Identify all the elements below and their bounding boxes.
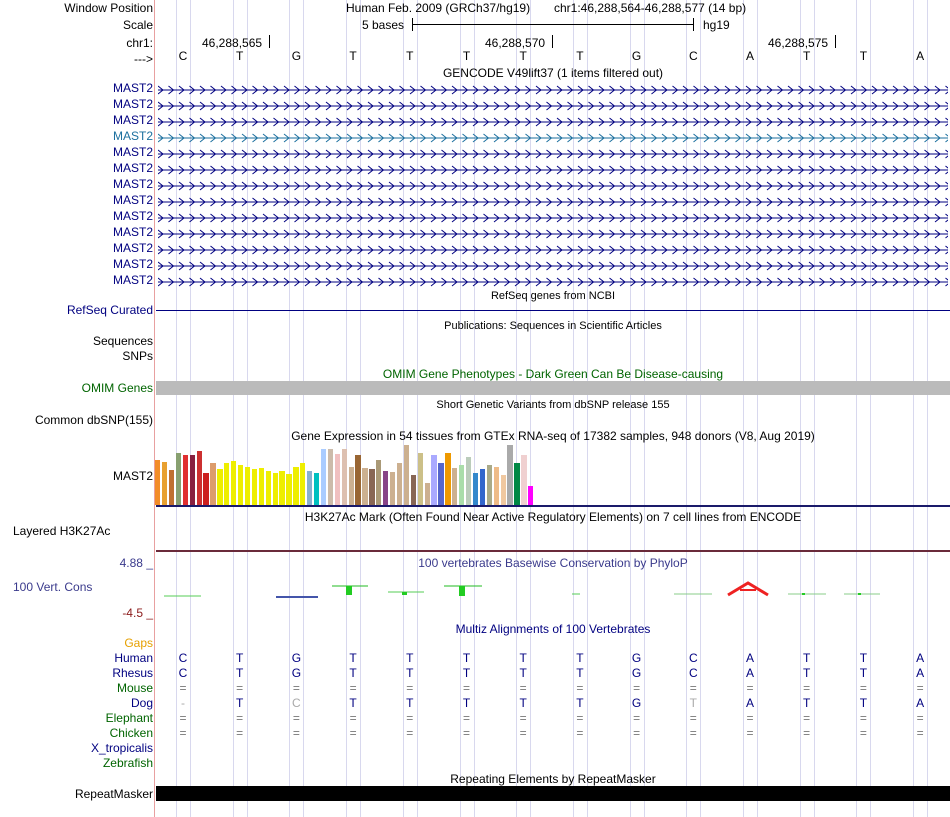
alignment-base: T bbox=[803, 666, 811, 680]
sequence-base: T bbox=[859, 49, 868, 63]
alignment-base: = bbox=[519, 681, 527, 695]
alignment-base: T bbox=[462, 666, 471, 680]
scale-bar bbox=[412, 18, 694, 32]
gencode-transcript-label[interactable]: MAST2 bbox=[112, 241, 153, 255]
alignment-base: = bbox=[689, 711, 697, 725]
alignment-base: T bbox=[406, 666, 414, 680]
conservation-plot[interactable] bbox=[156, 576, 950, 602]
alignment-base: = bbox=[633, 711, 641, 725]
gtex-tissue-bar[interactable] bbox=[155, 460, 160, 505]
alignment-base: = bbox=[519, 726, 527, 740]
alignment-base: = bbox=[633, 681, 641, 695]
gtex-tissue-bar[interactable] bbox=[404, 445, 409, 505]
gtex-tissue-bar[interactable] bbox=[300, 463, 305, 505]
alignment-base: = bbox=[576, 681, 584, 695]
gtex-tissue-bar[interactable] bbox=[397, 463, 402, 505]
gtex-tissue-bar[interactable] bbox=[162, 462, 167, 505]
alignment-base: G bbox=[631, 666, 642, 680]
gtex-tissue-bar[interactable] bbox=[514, 463, 519, 505]
alignment-base: = bbox=[292, 726, 300, 740]
cons-bar bbox=[802, 593, 805, 595]
gtex-tissue-bar[interactable] bbox=[355, 455, 360, 505]
gencode-transcript-label[interactable]: MAST2 bbox=[112, 273, 153, 287]
alignment-base: A bbox=[916, 666, 925, 680]
gencode-transcript[interactable] bbox=[158, 84, 948, 94]
dbsnp-label[interactable]: Common dbSNP(155) bbox=[34, 413, 153, 427]
gencode-transcript-label[interactable]: MAST2 bbox=[112, 161, 153, 175]
alignment-base: = bbox=[462, 681, 470, 695]
alignment-base: = bbox=[406, 681, 414, 695]
gtex-tissue-bar[interactable] bbox=[321, 449, 326, 505]
alignment-base: T bbox=[236, 696, 244, 710]
gaps-label[interactable]: Gaps bbox=[124, 636, 153, 650]
gencode-transcript[interactable] bbox=[158, 164, 948, 174]
gtex-tissue-bar[interactable] bbox=[507, 445, 512, 505]
gtex-track-title[interactable]: Gene Expression in 54 tissues from GTEx RNA-seq of 17382 samples, 948 donors (V8, Aug 2019) bbox=[291, 429, 815, 443]
gtex-tissue-bar[interactable] bbox=[245, 467, 250, 505]
alignment-base: = bbox=[179, 711, 187, 725]
chrom-label: chr1: bbox=[126, 36, 153, 50]
sequence-base: A bbox=[745, 49, 754, 63]
species-label[interactable]: X_tropicalis bbox=[90, 741, 153, 755]
gtex-tissue-bar[interactable] bbox=[279, 471, 284, 505]
gtex-tissue-bar[interactable] bbox=[307, 471, 312, 505]
alignment-base: T bbox=[406, 696, 414, 710]
repeatmasker-feature-bar[interactable] bbox=[156, 786, 950, 801]
gtex-tissue-bar[interactable] bbox=[176, 453, 181, 505]
sequence-base: T bbox=[406, 49, 414, 63]
alignment-base: = bbox=[746, 726, 754, 740]
omim-track-title[interactable]: OMIM Gene Phenotypes - Dark Green Can Be Disease-causing bbox=[382, 367, 724, 381]
alignment-base: G bbox=[291, 666, 302, 680]
refseq-track-title[interactable]: RefSeq genes from NCBI bbox=[490, 290, 616, 302]
alignment-base: T bbox=[349, 666, 357, 680]
alignment-base: A bbox=[745, 666, 754, 680]
alignment-base: = bbox=[292, 681, 300, 695]
gtex-tissue-bar[interactable] bbox=[411, 475, 416, 505]
dbsnp-track-title[interactable]: Short Genetic Variants from dbSNP release 155 bbox=[436, 399, 670, 411]
alignment-base: A bbox=[916, 651, 925, 665]
gencode-transcript-label[interactable]: MAST2 bbox=[112, 257, 153, 271]
gencode-transcript-label[interactable]: MAST2 bbox=[112, 113, 153, 127]
gtex-tissue-bar[interactable] bbox=[390, 472, 395, 505]
species-label[interactable]: Human bbox=[114, 651, 153, 665]
alignment-base: T bbox=[519, 651, 527, 665]
coord-tick bbox=[269, 35, 270, 48]
gencode-transcript[interactable] bbox=[158, 132, 948, 142]
sequence-base: C bbox=[178, 49, 188, 63]
gencode-transcript[interactable] bbox=[158, 276, 948, 286]
alignment-base: T bbox=[519, 696, 527, 710]
alignment-base: = bbox=[292, 711, 300, 725]
alignment-base: = bbox=[179, 681, 187, 695]
gencode-transcript-label[interactable]: MAST2 bbox=[112, 209, 153, 223]
alignment-base: T bbox=[576, 666, 584, 680]
gencode-transcript[interactable] bbox=[158, 212, 948, 222]
gtex-tissue-bar[interactable] bbox=[231, 461, 236, 505]
gencode-track-title[interactable]: GENCODE V49lift37 (1 items filtered out) bbox=[442, 66, 664, 80]
refseq-label[interactable]: RefSeq Curated bbox=[66, 303, 153, 317]
h3k27ac-signal-line bbox=[156, 550, 950, 552]
alignment-base: = bbox=[803, 726, 811, 740]
sequence-base: G bbox=[631, 49, 642, 63]
gtex-tissue-bar[interactable] bbox=[501, 475, 506, 505]
alignment-base: = bbox=[859, 711, 867, 725]
gtex-tissue-bar[interactable] bbox=[349, 467, 354, 505]
alignment-base: = bbox=[236, 726, 244, 740]
gtex-tissue-bar[interactable] bbox=[266, 471, 271, 505]
alignment-base: T bbox=[576, 696, 584, 710]
position-readout: chr1:46,288,564-46,288,577 (14 bp) bbox=[554, 1, 747, 15]
window-position-label: Window Position bbox=[64, 1, 153, 15]
gencode-transcript[interactable] bbox=[158, 260, 948, 270]
gtex-tissue-bar[interactable] bbox=[376, 460, 381, 505]
alignment-base: C bbox=[292, 696, 301, 710]
gencode-transcript[interactable] bbox=[158, 180, 948, 190]
sequence-base: T bbox=[236, 49, 244, 63]
alignment-base: = bbox=[519, 711, 527, 725]
cons-bar bbox=[459, 586, 465, 596]
gtex-tissue-bar[interactable] bbox=[362, 468, 367, 505]
species-label[interactable]: Elephant bbox=[105, 711, 153, 725]
alignment-base: C bbox=[688, 651, 698, 665]
gtex-tissue-bar[interactable] bbox=[494, 467, 499, 505]
alignment-base: = bbox=[859, 681, 867, 695]
conservation-max-label: 4.88 _ bbox=[119, 556, 153, 570]
gtex-tissue-bar[interactable] bbox=[286, 474, 291, 505]
species-label[interactable]: Rhesus bbox=[112, 666, 153, 680]
gtex-tissue-bar[interactable] bbox=[342, 449, 347, 505]
gencode-transcript-label[interactable]: MAST2 bbox=[112, 177, 153, 191]
scale-label: Scale bbox=[122, 18, 153, 32]
coord-tick bbox=[835, 35, 836, 48]
alignment-base: C bbox=[178, 651, 188, 665]
alignment-base: A bbox=[916, 696, 925, 710]
alignment-base: T bbox=[462, 651, 471, 665]
alignment-base: T bbox=[803, 696, 811, 710]
gtex-tissue-bar[interactable] bbox=[203, 473, 208, 505]
cons-bar bbox=[858, 593, 861, 595]
alignment-base: = bbox=[633, 726, 641, 740]
h3k27ac-label[interactable]: Layered H3K27Ac bbox=[13, 524, 111, 538]
gtex-tissue-bar[interactable] bbox=[169, 470, 174, 505]
gtex-tissue-bar[interactable] bbox=[197, 451, 202, 505]
gtex-expression-bars[interactable] bbox=[155, 443, 535, 505]
cons-bar bbox=[402, 592, 407, 595]
gtex-tissue-bar[interactable] bbox=[528, 486, 533, 505]
sequence-base: T bbox=[349, 49, 357, 63]
alignment-base: A bbox=[745, 651, 754, 665]
gtex-baseline bbox=[156, 505, 950, 507]
gtex-tissue-bar[interactable] bbox=[521, 455, 526, 505]
gtex-tissue-bar[interactable] bbox=[259, 468, 264, 505]
alignment-base: T bbox=[859, 696, 868, 710]
gencode-transcript-label[interactable]: MAST2 bbox=[112, 81, 153, 95]
gtex-tissue-bar[interactable] bbox=[480, 469, 485, 505]
gtex-tissue-bar[interactable] bbox=[217, 469, 222, 505]
species-label[interactable]: Chicken bbox=[109, 726, 153, 740]
gtex-tissue-bar[interactable] bbox=[190, 455, 195, 505]
alignment-base: = bbox=[349, 681, 357, 695]
gencode-transcript-label[interactable]: MAST2 bbox=[112, 145, 153, 159]
reference-sequence bbox=[0, 49, 950, 65]
gencode-transcript[interactable] bbox=[158, 116, 948, 126]
conservation-min-label: -4.5 _ bbox=[122, 606, 153, 620]
sequence-base: G bbox=[291, 49, 302, 63]
gtex-tissue-bar[interactable] bbox=[466, 457, 471, 505]
gencode-transcript-label[interactable]: MAST2 bbox=[112, 193, 153, 207]
species-label[interactable]: Dog bbox=[130, 696, 153, 710]
scale-text: 5 bases bbox=[362, 18, 405, 32]
alignment-base: = bbox=[462, 711, 470, 725]
gtex-tissue-bar[interactable] bbox=[328, 449, 333, 505]
alignment-base: = bbox=[916, 681, 924, 695]
alignment-base: T bbox=[236, 651, 244, 665]
alignment-base: = bbox=[236, 681, 244, 695]
gtex-tissue-bar[interactable] bbox=[438, 463, 443, 505]
coord-tick-label: 46,288,565 bbox=[202, 36, 263, 50]
h3k27ac-track-title[interactable]: H3K27Ac Mark (Often Found Near Active Regulatory Elements) on 7 cell lines from ENCODE bbox=[304, 510, 802, 524]
gtex-tissue-bar[interactable] bbox=[293, 467, 298, 505]
species-label[interactable]: Mouse bbox=[116, 681, 153, 695]
gtex-tissue-bar[interactable] bbox=[383, 471, 388, 505]
alignment-base: C bbox=[178, 666, 188, 680]
gtex-tissue-bar[interactable] bbox=[273, 473, 278, 505]
alignment-base: = bbox=[406, 711, 414, 725]
scale-db: hg19 bbox=[703, 18, 730, 32]
gtex-tissue-bar[interactable] bbox=[183, 455, 188, 505]
alignment-base: G bbox=[291, 651, 302, 665]
alignment-base: G bbox=[631, 651, 642, 665]
snps-label[interactable]: SNPs bbox=[122, 349, 153, 363]
alignment-base: T bbox=[406, 651, 414, 665]
coord-tick bbox=[552, 35, 553, 48]
gencode-transcript[interactable] bbox=[158, 148, 948, 158]
cons-bar bbox=[346, 586, 352, 595]
alignment-base: T bbox=[689, 696, 697, 710]
gtex-tissue-bar[interactable] bbox=[452, 468, 457, 505]
gencode-transcript[interactable] bbox=[158, 228, 948, 238]
conservation-track-title[interactable]: 100 vertebrates Basewise Conservation by PhyloP bbox=[418, 556, 688, 570]
gtex-tissue-bar[interactable] bbox=[335, 454, 340, 505]
gtex-tissue-bar[interactable] bbox=[431, 455, 436, 505]
strand-label: ---> bbox=[134, 52, 153, 66]
repeatmasker-track-title[interactable]: Repeating Elements by RepeatMasker bbox=[450, 772, 656, 786]
gtex-tissue-bar[interactable] bbox=[473, 473, 478, 505]
gtex-tissue-bar[interactable] bbox=[252, 469, 257, 505]
publications-track-title[interactable]: Publications: Sequences in Scientific Articles bbox=[444, 320, 662, 332]
gtex-tissue-bar[interactable] bbox=[425, 483, 430, 505]
sequence-base: T bbox=[803, 49, 811, 63]
gtex-tissue-bar[interactable] bbox=[418, 453, 423, 505]
sequence-base: T bbox=[462, 49, 471, 63]
refseq-gene-line[interactable] bbox=[156, 310, 950, 311]
alignment-base: = bbox=[746, 711, 754, 725]
alignment-base: = bbox=[576, 726, 584, 740]
alignment-base: = bbox=[803, 681, 811, 695]
alignment-base: = bbox=[803, 711, 811, 725]
alignment-base: T bbox=[859, 666, 868, 680]
alignment-base: G bbox=[631, 696, 642, 710]
sequences-label[interactable]: Sequences bbox=[92, 334, 153, 348]
gtex-tissue-bar[interactable] bbox=[224, 463, 229, 505]
omim-feature-bar[interactable] bbox=[156, 381, 950, 395]
conservation-label[interactable]: 100 Vert. Cons bbox=[13, 580, 93, 594]
alignment-base: = bbox=[236, 711, 244, 725]
alignment-base: = bbox=[406, 726, 414, 740]
alignment-base: = bbox=[179, 726, 187, 740]
gtex-tissue-bar[interactable] bbox=[314, 473, 319, 505]
alignment-base: A bbox=[745, 696, 754, 710]
alignment-base: = bbox=[746, 681, 754, 695]
gencode-transcript-label[interactable]: MAST2 bbox=[112, 225, 153, 239]
sequence-base: T bbox=[519, 49, 527, 63]
alignment-base: = bbox=[689, 726, 697, 740]
gencode-transcript-label[interactable]: MAST2 bbox=[112, 97, 153, 111]
sequence-base: T bbox=[576, 49, 584, 63]
alignment-base: = bbox=[462, 726, 470, 740]
gtex-tissue-bar[interactable] bbox=[238, 465, 243, 505]
label-gutter-divider bbox=[154, 0, 155, 817]
sequence-base: A bbox=[916, 49, 925, 63]
gtex-tissue-bar[interactable] bbox=[459, 465, 464, 505]
alignment-base: T bbox=[576, 651, 584, 665]
coord-tick-label: 46,288,575 bbox=[768, 36, 829, 50]
gtex-tissue-bar[interactable] bbox=[210, 463, 215, 505]
species-label[interactable]: Zebrafish bbox=[102, 756, 153, 770]
alignment-base: T bbox=[803, 651, 811, 665]
omim-label[interactable]: OMIM Genes bbox=[81, 381, 153, 395]
gtex-tissue-bar[interactable] bbox=[445, 453, 450, 505]
repeatmasker-label[interactable]: RepeatMasker bbox=[74, 787, 153, 801]
gencode-transcript[interactable] bbox=[158, 244, 948, 254]
alignment-base: = bbox=[349, 726, 357, 740]
multiz-track-title[interactable]: Multiz Alignments of 100 Vertebrates bbox=[455, 622, 651, 636]
alignment-base: = bbox=[859, 726, 867, 740]
alignment-base: T bbox=[519, 666, 527, 680]
gencode-transcript[interactable] bbox=[158, 100, 948, 110]
alignment-base: = bbox=[689, 681, 697, 695]
alignment-base: = bbox=[916, 726, 924, 740]
alignment-base: T bbox=[349, 696, 357, 710]
gtex-tissue-bar[interactable] bbox=[487, 465, 492, 505]
alignment-base: = bbox=[576, 711, 584, 725]
alignment-base: T bbox=[859, 651, 868, 665]
assembly-title: Human Feb. 2009 (GRCh37/hg19) bbox=[346, 1, 531, 15]
gtex-gene-label[interactable]: MAST2 bbox=[112, 469, 153, 483]
coord-tick-label: 46,288,570 bbox=[485, 36, 546, 50]
sequence-base: C bbox=[688, 49, 698, 63]
alignment-base: T bbox=[349, 651, 357, 665]
alignment-base: T bbox=[462, 696, 471, 710]
alignment-base: T bbox=[236, 666, 244, 680]
gtex-tissue-bar[interactable] bbox=[369, 469, 374, 505]
alignment-base: = bbox=[349, 711, 357, 725]
gencode-transcript[interactable] bbox=[158, 196, 948, 206]
alignment-base: - bbox=[181, 696, 185, 710]
alignment-base: C bbox=[688, 666, 698, 680]
gencode-transcript-label[interactable]: MAST2 bbox=[112, 129, 153, 143]
alignment-base: = bbox=[916, 711, 924, 725]
